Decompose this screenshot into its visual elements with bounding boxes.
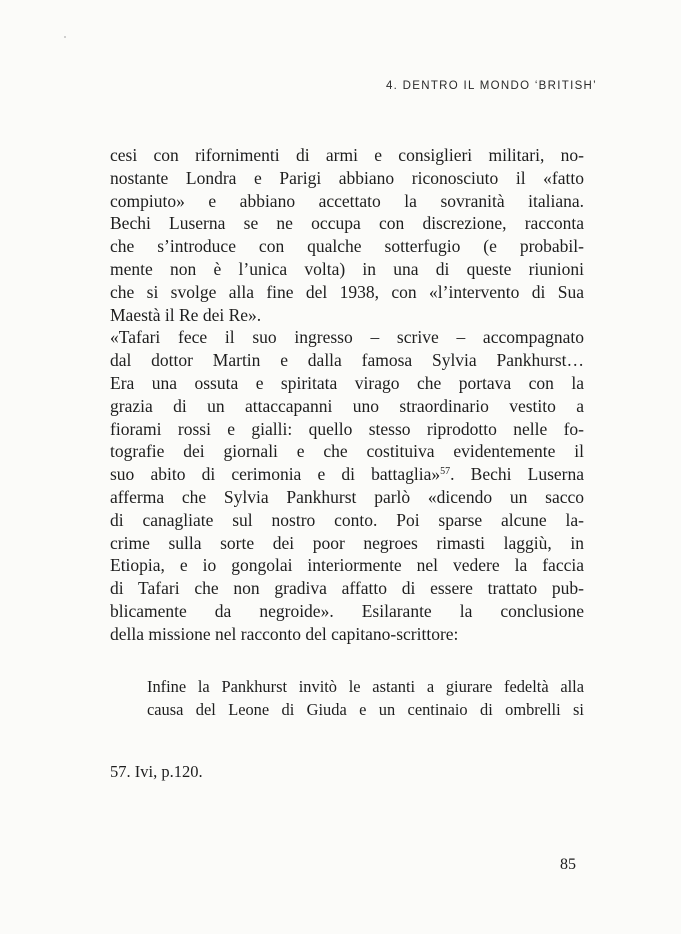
running-header: 4. DENTRO IL MONDO ‘BRITISH’ [385,80,597,92]
text-line: Maestà il Re dei Re». [110,304,262,325]
text-line: mente non è l’unica volta) in una di queste riunioni [110,258,584,279]
text-line: della missione nel racconto del capitano-scrittore: [110,623,459,644]
quote-line: causa del Leone di Giuda e un centinaio di ombrelli si [147,699,584,719]
text-fragment: . Bechi Luserna [450,464,584,485]
text-line: fiorami rossi e gialli: quello stesso riprodotto nelle fo- [110,418,584,439]
body-paragraph [110,144,584,646]
text-line: Era una ossuta e spiritata virago che portava con la [110,372,584,393]
text-line: afferma che Sylvia Pankhurst parlò «dicendo un sacco [110,486,584,507]
block-quote [147,676,584,721]
text-line: dal dottor Martin e dalla famosa Sylvia Pankhurst… [110,350,584,371]
text-line: «Tafari fece il suo ingresso – scrive – accompagnato [110,327,584,348]
quote-line: Infine la Pankhurst invitò le astanti a giurare fedeltà alla [147,677,584,696]
text-line: che si svolge alla fine del 1938, con «l’intervento di Sua [110,281,584,302]
text-line: grazia di un attaccapanni uno straordinario vestito a [110,395,584,416]
scan-speck [64,36,66,38]
text-line: tografie dei giornali e che costituiva evidentemente il [110,441,584,462]
text-line: blicamente da negroide». Esilarante la conclusione [110,600,584,621]
text-line: crime sulla sorte dei poor negroes rimasti laggiù, in [110,532,584,553]
footnote-reference: 57 [440,466,451,478]
page-number: 85 [560,856,576,873]
text-fragment: suo abito di cerimonia e di battaglia» [110,464,441,485]
text-line: Bechi Luserna se ne occupa con discrezione, racconta [110,213,584,234]
text-line: di canagliate sul nostro conto. Poi sparse alcune la- [110,509,584,530]
text-line: che s’introduce con qualche sotterfugio (e probabil- [110,236,584,257]
text-line-with-footnote [110,463,584,486]
text-line: Etiopia, e io gongolai interiormente nel vedere la faccia [110,555,584,576]
text-line: cesi con rifornimenti di armi e consiglieri militari, no- [110,145,584,165]
text-line: di Tafari che non gradiva affatto di essere trattato pub- [110,578,584,599]
text-line: compiuto» e abbiano accettato la sovranità italiana. [110,190,584,211]
text-line: nostante Londra e Parigi abbiano riconosciuto il «fatto [110,167,584,188]
footnote: 57. Ivi, p.120. [110,762,203,781]
